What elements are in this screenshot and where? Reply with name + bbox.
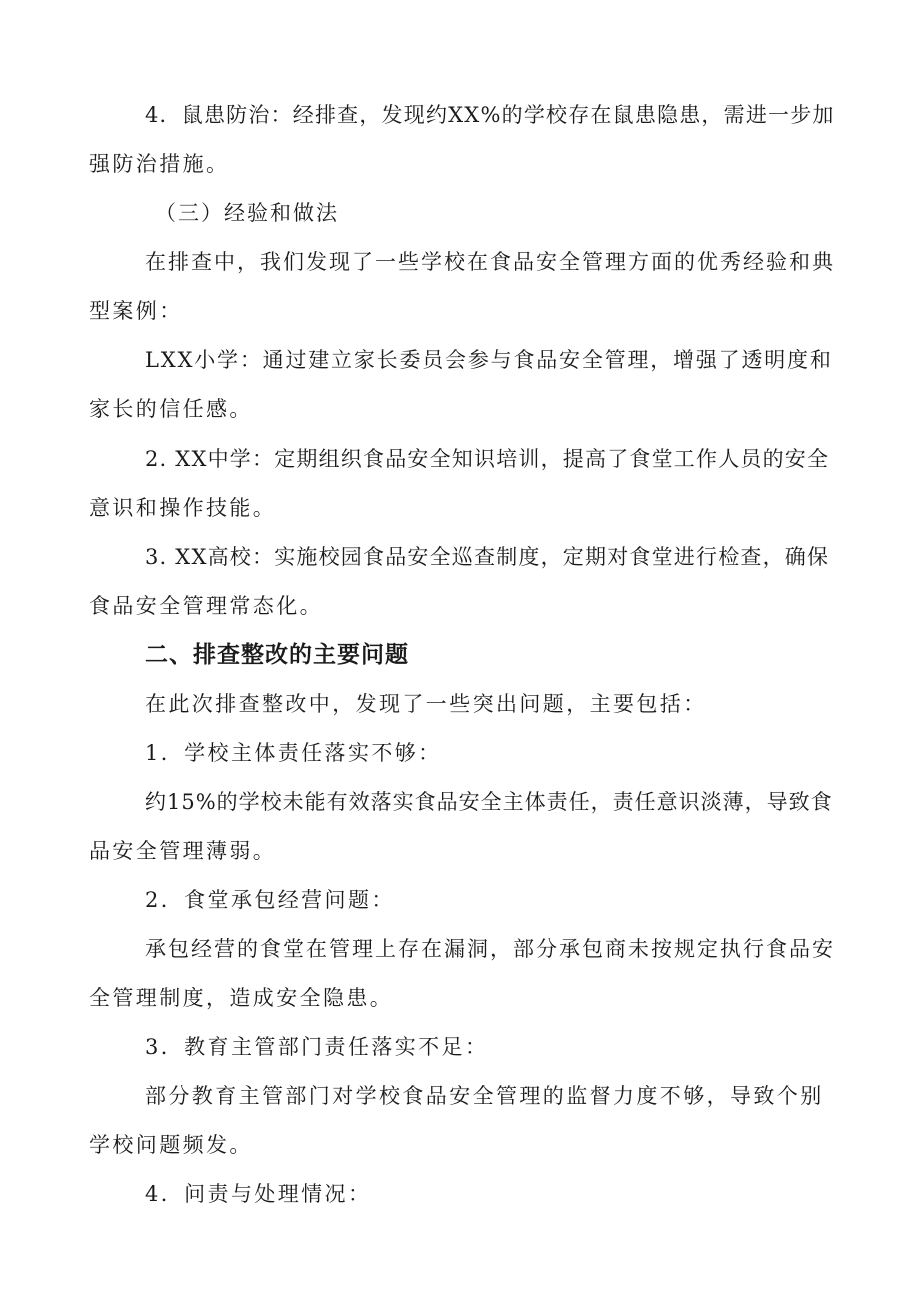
- case-primary-school-line-1: LXX小学：通过建立家长委员会参与食品安全管理，增强了透明度和: [145, 348, 833, 372]
- problem-3-title: 3．教育主管部门责任落实不足：: [145, 1035, 489, 1059]
- problem-3-body-line-1: 部分教育主管部门对学校食品安全管理的监督力度不够，导致个别: [145, 1084, 824, 1108]
- section-heading-experience: （三）经验和做法: [155, 201, 339, 225]
- problem-2-body-line-2: 全管理制度，造成安全隐患。: [89, 986, 394, 1010]
- case-university-line-2: 食品安全管理常态化。: [89, 594, 323, 618]
- problems-intro: 在此次排查整改中，发现了一些突出问题，主要包括：: [145, 692, 707, 716]
- problem-1-body-line-2: 品安全管理薄弱。: [89, 839, 277, 863]
- experience-intro-line-1: 在排查中，我们发现了一些学校在食品安全管理方面的优秀经验和典: [145, 250, 835, 274]
- case-middle-school-line-1: 2. XX中学：定期组织食品安全知识培训，提高了食堂工作人员的安全: [145, 447, 830, 471]
- problem-2-body-line-1: 承包经营的食堂在管理上存在漏洞，部分承包商未按规定执行食品安: [145, 937, 835, 961]
- problem-3-body-line-2: 学校问题频发。: [89, 1133, 253, 1157]
- section-heading-main-problems: 二、排查整改的主要问题: [145, 642, 409, 668]
- case-university-line-1: 3. XX高校：实施校园食品安全巡查制度，定期对食堂进行检查，确保: [145, 545, 830, 569]
- experience-intro-line-2: 型案例：: [89, 299, 183, 323]
- problem-4-title: 4．问责与处理情况：: [145, 1182, 372, 1206]
- problem-2-title: 2．食堂承包经营问题：: [145, 888, 395, 912]
- rodent-control-line-2: 强防治措施。: [89, 152, 230, 176]
- rodent-control-line-1: 4．鼠患防治：经排查，发现约XX%的学校存在鼠患隐患，需进一步加: [145, 103, 835, 127]
- case-middle-school-line-2: 意识和操作技能。: [89, 496, 277, 520]
- case-primary-school-line-2: 家长的信任感。: [89, 397, 253, 421]
- problem-1-title: 1．学校主体责任落实不够：: [145, 741, 442, 765]
- problem-1-body-line-1: 约15%的学校未能有效落实食品安全主体责任，责任意识淡薄，导致食: [145, 790, 833, 814]
